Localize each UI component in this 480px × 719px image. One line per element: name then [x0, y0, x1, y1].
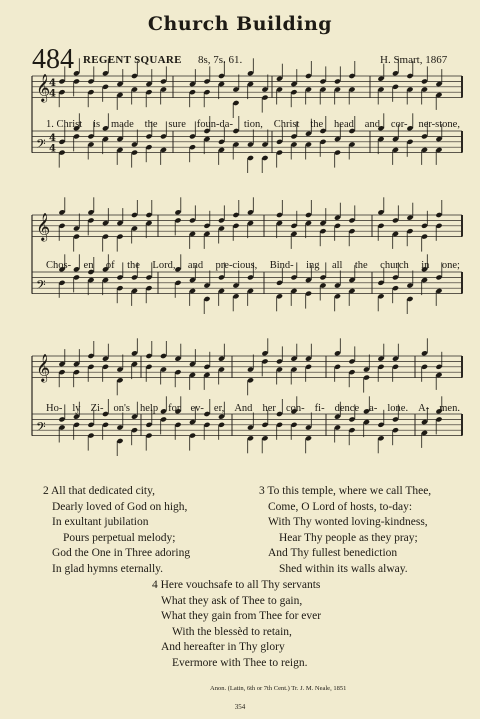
- lyric-syllable: for: [168, 403, 181, 414]
- verse-line: 4 Here vouchsafe to all Thy servants: [152, 579, 321, 591]
- verse-line: 2 All that dedicated city,: [43, 485, 155, 497]
- treble-clef-icon: 𝄞: [36, 212, 51, 241]
- lyric-syllable: on's: [113, 403, 130, 414]
- lyric-syllable: ing: [306, 260, 320, 271]
- verse-line: Hear Thy people as they pray;: [279, 531, 418, 544]
- verse-line: Shed within its walls alway.: [279, 562, 408, 575]
- verse-line: With the blessèd to retain,: [172, 625, 292, 638]
- bass-clef-icon: 𝄢: [36, 419, 46, 438]
- lyric-syllable: the: [354, 260, 368, 271]
- time-signature: 4: [49, 77, 56, 89]
- verse-line: In glad hymns eternally.: [52, 562, 164, 575]
- lyric-syllable: in: [421, 260, 430, 271]
- lyric-syllable: ner-stone,: [418, 119, 460, 130]
- lyric-syllable: A-: [418, 403, 430, 414]
- system-2-lyrics: [46, 260, 460, 271]
- lyric-syllable: fi-: [314, 403, 325, 414]
- verse-line: 3 To this temple, where we call Thee,: [259, 485, 432, 497]
- lyric-syllable: 1. Christ: [46, 119, 83, 130]
- lyric-syllable: ly: [72, 403, 81, 414]
- verse-line: Pours perpetual melody;: [63, 531, 176, 544]
- time-signature: 4: [49, 88, 56, 100]
- lyric-syllable: sure: [168, 119, 186, 130]
- meter: 8s, 7s. 61.: [198, 54, 243, 66]
- time-signature: 4: [49, 143, 56, 155]
- lyric-syllable: lone.: [387, 403, 409, 414]
- lyric-syllable: the: [144, 119, 158, 130]
- treble-clef-icon: 𝄞: [36, 73, 51, 102]
- verse-line: Evermore with Thee to reign.: [172, 656, 308, 669]
- lyric-syllable: and: [364, 119, 380, 130]
- lyric-syllable: Bind-: [269, 260, 294, 271]
- verse-4: [152, 578, 321, 672]
- lyric-syllable: one;: [441, 260, 460, 271]
- lyric-syllable: head: [334, 119, 354, 130]
- lyric-syllable: of: [105, 260, 115, 271]
- lyric-syllable: cor-: [390, 119, 408, 130]
- verse-line: God the One in Three adoring: [52, 547, 191, 560]
- lyric-syllable: the: [310, 119, 324, 130]
- lyric-syllable: help: [140, 403, 159, 414]
- page-number: 354: [234, 703, 246, 711]
- lyric-syllable: tion,: [243, 119, 263, 130]
- verse-line: What they gain from Thee for ever: [161, 610, 322, 623]
- translation-credit: Anon. (Latin, 6th or 7th Cent.) Tr. J. M. Neale, 1851: [210, 685, 347, 692]
- lyric-syllable: is: [93, 119, 101, 130]
- lyric-syllable: And: [234, 403, 253, 414]
- verse-line: What they ask of Thee to gain,: [161, 594, 303, 607]
- system-1-lyrics: [46, 119, 460, 130]
- lyric-syllable: her: [262, 403, 276, 414]
- lyric-syllable: en: [83, 260, 94, 271]
- lyric-syllable: Chos-: [46, 260, 72, 271]
- verse-line: And hereafter in Thy glory: [161, 641, 285, 654]
- lyric-syllable: the: [127, 260, 140, 271]
- lyric-syllable: Ho-: [46, 403, 63, 414]
- lyric-syllable: all: [331, 260, 343, 271]
- treble-clef-icon: 𝄞: [36, 353, 51, 382]
- lyric-syllable: foun-da-: [196, 119, 233, 130]
- lyric-syllable: a-: [369, 403, 378, 414]
- bass-clef-icon: 𝄢: [36, 277, 46, 296]
- verse-line: Dearly loved of God on high,: [52, 500, 188, 513]
- lyric-syllable: Lord,: [152, 260, 176, 271]
- lyric-syllable: church: [380, 260, 409, 271]
- hymn-number: 484: [32, 44, 74, 75]
- composer: H. Smart, 1867: [380, 54, 448, 66]
- lyric-syllable: er,: [213, 403, 225, 414]
- lyric-syllable: and: [187, 260, 204, 271]
- bass-clef-icon: 𝄢: [36, 136, 46, 155]
- verse-line: In exultant jubilation: [52, 516, 149, 529]
- time-signature: 4: [49, 132, 56, 144]
- verse-3: [259, 484, 431, 578]
- lyric-syllable: pre-cious,: [215, 260, 258, 271]
- verse-2: [43, 484, 190, 578]
- lyric-syllable: ev-: [190, 403, 204, 414]
- lyric-syllable: men.: [439, 403, 460, 414]
- verse-line: And Thy fullest benediction: [268, 547, 398, 560]
- lyric-syllable: Zi-: [90, 403, 104, 414]
- verse-line: With Thy wonted loving-kindness,: [268, 516, 428, 529]
- lyric-syllable: made: [111, 119, 134, 130]
- verse-line: Come, O Lord of hosts, to-day:: [268, 500, 413, 513]
- page-title: Church Building: [147, 13, 333, 35]
- system-3-lyrics: [46, 403, 460, 414]
- lyric-syllable: con-: [285, 403, 305, 414]
- lyric-syllable: Christ: [273, 119, 300, 130]
- tune-name: REGENT SQUARE: [83, 54, 182, 66]
- lyric-syllable: dence: [334, 403, 360, 414]
